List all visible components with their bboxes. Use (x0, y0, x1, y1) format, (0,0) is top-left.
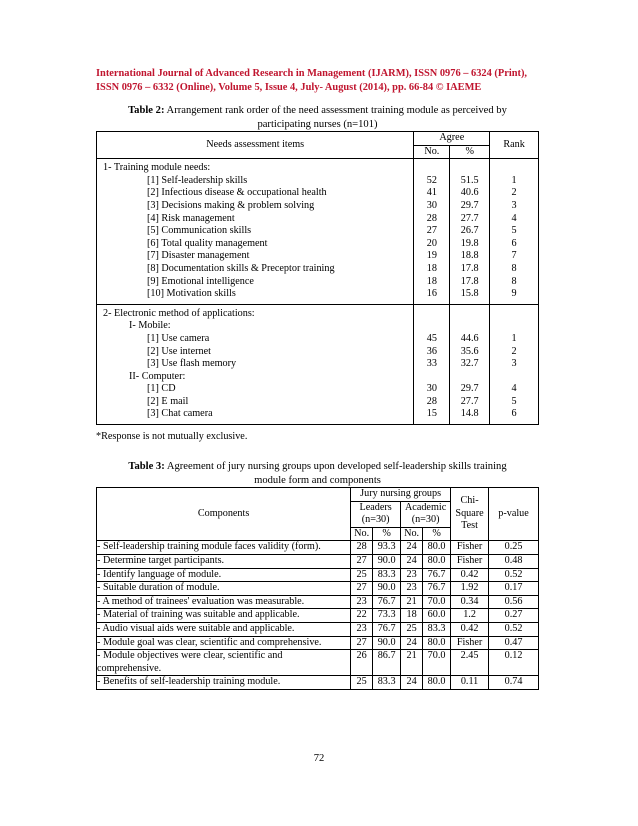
table3-academic-pct: 80.0 (423, 541, 451, 555)
table3-leaders-pct: 90.0 (373, 636, 401, 650)
table3-head-leaders-label: Leaders (359, 501, 392, 513)
table2-rank: 3 (490, 358, 539, 371)
table-row (97, 250, 539, 263)
journal-header (96, 67, 556, 95)
table3-caption-text: Agreement of jury nursing groups upon developed self-leadership skills training (164, 461, 507, 472)
table2-no (414, 304, 450, 320)
table3-p-value: 0.25 (489, 541, 539, 555)
table3-p-value: 0.17 (489, 582, 539, 596)
table-row (97, 650, 539, 676)
table2-note: *Response is not mutually exclusive. (96, 431, 248, 442)
table3-chi-square: Fisher (451, 554, 489, 568)
table2-no: 27 (414, 225, 450, 238)
table-row (97, 333, 539, 346)
table-row (97, 383, 539, 396)
table-row (97, 159, 539, 175)
table3-caption-line2: module form and components (254, 474, 381, 486)
table2-no (414, 371, 450, 384)
table3-leaders-pct: 90.0 (373, 554, 401, 568)
table3-head-components: Components (97, 488, 351, 541)
table3-head-leaders (351, 501, 401, 527)
table3-academic-no: 24 (401, 636, 423, 650)
table3-component: - Self-leadership training module faces validity (form). (97, 541, 351, 555)
table2-item: I- Mobile: (97, 320, 414, 333)
table3-academic-no: 18 (401, 609, 423, 623)
table-row (97, 320, 539, 333)
table2-no: 33 (414, 358, 450, 371)
table2-no: 41 (414, 187, 450, 200)
table2-rank: 4 (490, 383, 539, 396)
table2-item: [8] Documentation skills & Preceptor training (97, 263, 414, 276)
table3-leaders-pct: 90.0 (373, 582, 401, 596)
table-row (97, 238, 539, 251)
table2-item: 1- Training module needs: (97, 159, 414, 175)
table3-caption (96, 460, 539, 487)
table3-chi-square: Fisher (451, 636, 489, 650)
table2-no: 19 (414, 250, 450, 263)
table3-leaders-no: 25 (351, 568, 373, 582)
table3-component: - Audio visual aids were suitable and applicable. (97, 622, 351, 636)
table3-p-value: 0.12 (489, 650, 539, 676)
table-row (97, 396, 539, 409)
table2-rank: 1 (490, 333, 539, 346)
table2-pct: 29.7 (450, 383, 490, 396)
table-row (97, 288, 539, 304)
table2-rank: 1 (490, 175, 539, 188)
table3-head-academic-label: Academic (404, 501, 447, 513)
table3-leaders-no: 26 (351, 650, 373, 676)
table2-item: 2- Electronic method of applications: (97, 304, 414, 320)
table3-header (97, 488, 539, 541)
table3-leaders-no: 23 (351, 622, 373, 636)
table3-chi-square: 0.42 (451, 568, 489, 582)
table2-pct: 27.7 (450, 396, 490, 409)
journal-header-line1: International Journal of Advanced Research in Management (IJARM), ISSN 0976 – 6324 (Print), (96, 68, 528, 79)
table-row (97, 175, 539, 188)
table3-leaders-pct: 76.7 (373, 622, 401, 636)
table2-no: 28 (414, 396, 450, 409)
table3-component: - Module goal was clear, scientific and comprehensive. (97, 636, 351, 650)
table2-pct: 40.6 (450, 187, 490, 200)
table2-item: [3] Use flash memory (97, 358, 414, 371)
table3-leaders-pct: 76.7 (373, 595, 401, 609)
table2-item: [4] Risk management (97, 213, 414, 226)
table-row (97, 346, 539, 359)
table2-rank: 7 (490, 250, 539, 263)
table2-rank (490, 304, 539, 320)
table2-item: [10] Motivation skills (97, 288, 414, 304)
table2-rank: 5 (490, 396, 539, 409)
table3-leaders-pct: 83.3 (373, 676, 401, 690)
table3-body (97, 541, 539, 690)
table-row (97, 263, 539, 276)
table3-head-academic-pct: % (423, 527, 451, 541)
table2-rank: 6 (490, 408, 539, 424)
table3-p-value: 0.48 (489, 554, 539, 568)
table2-no: 28 (414, 213, 450, 226)
table3-leaders-pct: 93.3 (373, 541, 401, 555)
table3-p-value: 0.47 (489, 636, 539, 650)
table3-head-leaders-pct: % (373, 527, 401, 541)
table2-caption-text: Arrangement rank order of the need assessment training module as perceived by (164, 105, 507, 116)
table2-no: 18 (414, 263, 450, 276)
table2-no: 18 (414, 276, 450, 289)
table3-academic-pct: 70.0 (423, 595, 451, 609)
table2-head-no: No. (414, 145, 450, 159)
table2-rank: 9 (490, 288, 539, 304)
table-row (97, 595, 539, 609)
table2-pct: 17.8 (450, 263, 490, 276)
table2-item: [5] Communication skills (97, 225, 414, 238)
table3-academic-pct: 76.7 (423, 582, 451, 596)
table2-caption-line2: participating nurses (n=101) (257, 118, 378, 130)
table2-section1 (97, 159, 539, 305)
table3-p-value: 0.74 (489, 676, 539, 690)
table2-pct (450, 159, 490, 175)
table2-header (97, 132, 539, 159)
table2-rank: 6 (490, 238, 539, 251)
table3-academic-pct: 80.0 (423, 554, 451, 568)
table3-academic-pct: 83.3 (423, 622, 451, 636)
table2-no: 45 (414, 333, 450, 346)
table2-pct: 19.8 (450, 238, 490, 251)
table3-head-academic-no: No. (401, 527, 423, 541)
table2-no: 52 (414, 175, 450, 188)
table-row (97, 225, 539, 238)
table2-item: [1] CD (97, 383, 414, 396)
table3-academic-no: 23 (401, 568, 423, 582)
table3-head-academic-n: (n=30) (411, 514, 440, 526)
table2-rank: 8 (490, 276, 539, 289)
table3-component: - Determine target participants. (97, 554, 351, 568)
table2-rank: 2 (490, 346, 539, 359)
table3-component: - Material of training was suitable and applicable. (97, 609, 351, 623)
table2-pct (450, 320, 490, 333)
table2-rank (490, 320, 539, 333)
table2-rank: 4 (490, 213, 539, 226)
table-row (97, 304, 539, 320)
table2-head-items: Needs assessment items (97, 132, 414, 159)
table2-item: [3] Decisions making & problem solving (97, 200, 414, 213)
table3-component: - Identify language of module. (97, 568, 351, 582)
table2-item: [1] Self-leadership skills (97, 175, 414, 188)
table3-caption-label: Table 3: (128, 461, 165, 472)
table2-pct: 26.7 (450, 225, 490, 238)
table2-rank (490, 159, 539, 175)
table3-head-p: p-value (489, 488, 539, 541)
table3-p-value: 0.56 (489, 595, 539, 609)
table3-component: - Suitable duration of module. (97, 582, 351, 596)
table2-item: [6] Total quality management (97, 238, 414, 251)
table-row (97, 358, 539, 371)
table-row (97, 541, 539, 555)
table-row (97, 582, 539, 596)
table3-academic-no: 24 (401, 541, 423, 555)
table3-head-chi: Chi-Square Test (451, 488, 489, 541)
table2-item: [7] Disaster management (97, 250, 414, 263)
table2-item: [2] Infectious disease & occupational health (97, 187, 414, 200)
table3-head-academic (401, 501, 451, 527)
table-row (97, 568, 539, 582)
table2-no (414, 320, 450, 333)
table-row (97, 609, 539, 623)
table3-chi-square: 0.42 (451, 622, 489, 636)
table2-pct: 18.8 (450, 250, 490, 263)
table2-rank (490, 371, 539, 384)
table2-no: 36 (414, 346, 450, 359)
table2-rank: 8 (490, 263, 539, 276)
table3-component: - Benefits of self-leadership training module. (97, 676, 351, 690)
table-row (97, 371, 539, 384)
table2-head-agree: Agree (414, 132, 490, 146)
table2-no: 30 (414, 200, 450, 213)
table-row (97, 276, 539, 289)
journal-header-line2: ISSN 0976 – 6332 (Online), Volume 5, Issue 4, July- August (2014), pp. 66-84 © IAEME (96, 82, 482, 93)
table2-pct: 17.8 (450, 276, 490, 289)
table2-item: [3] Chat camera (97, 408, 414, 424)
table3-leaders-pct: 73.3 (373, 609, 401, 623)
table3-component: - A method of trainees' evaluation was measurable. (97, 595, 351, 609)
table3-academic-no: 24 (401, 554, 423, 568)
table3-leaders-no: 23 (351, 595, 373, 609)
table-row (97, 554, 539, 568)
table3-leaders-no: 22 (351, 609, 373, 623)
table2-rank: 5 (490, 225, 539, 238)
table3-leaders-no: 27 (351, 554, 373, 568)
table2-no: 30 (414, 383, 450, 396)
table-row (97, 213, 539, 226)
table3-leaders-no: 27 (351, 636, 373, 650)
table2-pct: 44.6 (450, 333, 490, 346)
table3-academic-pct: 76.7 (423, 568, 451, 582)
table3-leaders-pct: 83.3 (373, 568, 401, 582)
table3-p-value: 0.52 (489, 622, 539, 636)
table2-pct: 27.7 (450, 213, 490, 226)
table3-head-leaders-no: No. (351, 527, 373, 541)
table3-academic-pct: 70.0 (423, 650, 451, 676)
table3-academic-pct: 80.0 (423, 636, 451, 650)
table3-academic-no: 21 (401, 595, 423, 609)
table2-pct: 35.6 (450, 346, 490, 359)
table3-head-jury: Jury nursing groups (351, 488, 451, 502)
table3-leaders-no: 27 (351, 582, 373, 596)
table2-no: 20 (414, 238, 450, 251)
table3-leaders-no: 28 (351, 541, 373, 555)
table2-pct (450, 371, 490, 384)
table2-pct: 32.7 (450, 358, 490, 371)
table3-leaders-pct: 86.7 (373, 650, 401, 676)
table2-caption-label: Table 2: (128, 105, 165, 116)
table2-item: II- Computer: (97, 371, 414, 384)
table2-no: 16 (414, 288, 450, 304)
table3-chi-square: 2.45 (451, 650, 489, 676)
table2-rank: 3 (490, 200, 539, 213)
table2-section2 (97, 304, 539, 424)
table3-academic-no: 23 (401, 582, 423, 596)
table3-chi-square: Fisher (451, 541, 489, 555)
table2-item: [1] Use camera (97, 333, 414, 346)
table3 (96, 487, 539, 690)
table2-pct: 51.5 (450, 175, 490, 188)
table3-chi-square: 0.11 (451, 676, 489, 690)
table2-item: [9] Emotional intelligence (97, 276, 414, 289)
page-number: 72 (313, 753, 325, 764)
table-row (97, 187, 539, 200)
table2-no: 15 (414, 408, 450, 424)
table2-head-rank: Rank (490, 132, 539, 159)
table3-academic-no: 21 (401, 650, 423, 676)
table2-item: [2] Use internet (97, 346, 414, 359)
table3-p-value: 0.52 (489, 568, 539, 582)
table2-pct: 15.8 (450, 288, 490, 304)
table3-leaders-no: 25 (351, 676, 373, 690)
table3-chi-square: 1.2 (451, 609, 489, 623)
table2-head-pct: % (450, 145, 490, 159)
table3-p-value: 0.27 (489, 609, 539, 623)
table2-item: [2] E mail (97, 396, 414, 409)
table-row (97, 622, 539, 636)
table2-pct (450, 304, 490, 320)
table2-pct: 14.8 (450, 408, 490, 424)
table-row (97, 408, 539, 424)
table3-component: - Module objectives were clear, scientific and comprehensive. (97, 650, 351, 676)
table3-chi-square: 1.92 (451, 582, 489, 596)
table3-chi-square: 0.34 (451, 595, 489, 609)
table2-rank: 2 (490, 187, 539, 200)
table3-academic-pct: 80.0 (423, 676, 451, 690)
table2 (96, 131, 539, 425)
table3-head-leaders-n: (n=30) (361, 514, 390, 526)
table-row (97, 200, 539, 213)
table2-no (414, 159, 450, 175)
table-row (97, 636, 539, 650)
table2-caption (96, 104, 539, 131)
table3-academic-pct: 60.0 (423, 609, 451, 623)
table3-academic-no: 24 (401, 676, 423, 690)
table-row (97, 676, 539, 690)
table3-academic-no: 25 (401, 622, 423, 636)
table2-pct: 29.7 (450, 200, 490, 213)
